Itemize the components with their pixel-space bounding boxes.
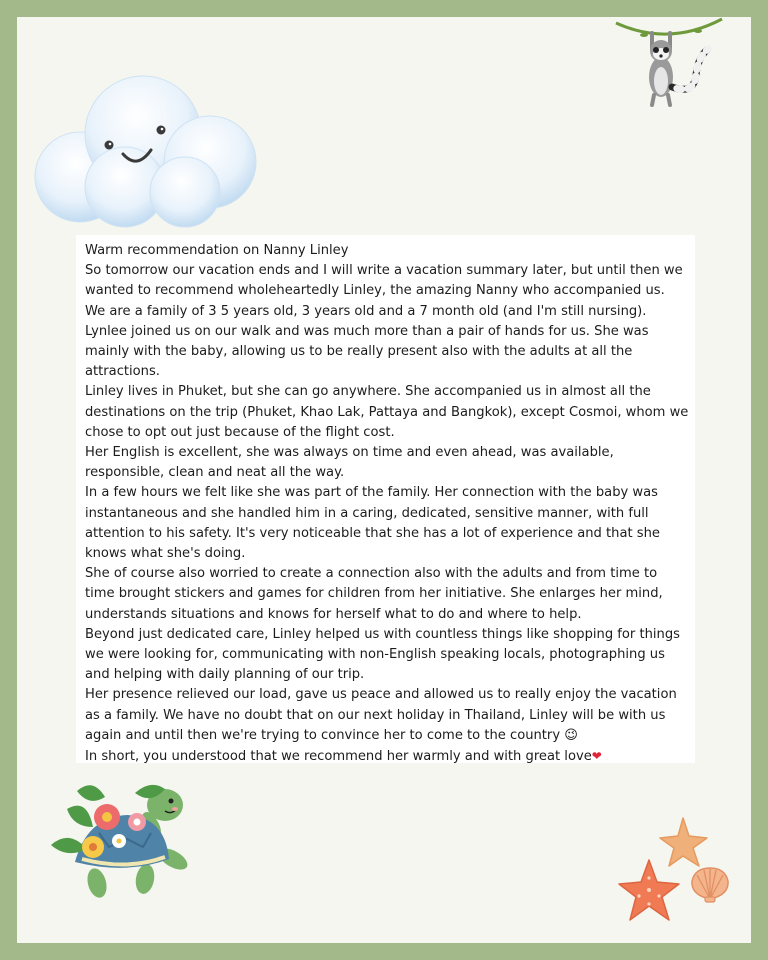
heart-icon: ❤ [591, 749, 602, 763]
letter-closing [85, 746, 689, 763]
letter-card [76, 235, 695, 763]
letter-paragraph: In a few hours we felt like she was part of the family. Her connection with the baby was instantaneous and she handled him in a caring, dedicated, sensitive manner, with full attention to his safety. It's very noticeable that she has a lot of experience and that she knows what she's doing. [85, 485, 660, 562]
letter-paragraph: So tomorrow our vacation ends and I will write a vacation summary later, but until then we wanted to recommend wholeheartedly Linley, the amazing Nanny who accompanied us. [85, 263, 683, 299]
letter-paragraph: Linley lives in Phuket, but she can go anywhere. She accompanied us in almost all the destinations on the trip (Phuket, Khao Lak, Pattaya and Bangkok), except Cosmoi, whom we chose to opt out just because of the flight cost. [85, 384, 689, 440]
page-frame [17, 17, 751, 943]
turtle-icon [47, 767, 207, 902]
lemur-icon [614, 17, 729, 112]
cloud-icon [25, 62, 260, 232]
letter-paragraph: We are a family of 3 5 years old, 3 years old and a 7 month old (and I'm still nursing). [85, 303, 647, 319]
letter-paragraph: Her English is excellent, she was always on time and even ahead, was available, responsible, clean and neat all the way. [85, 445, 614, 481]
letter-paragraph: Lynlee joined us on our walk and was much more than a pair of hands for us. She was mainly with the baby, allowing us to be really present also with the adults at all the attractions. [85, 323, 649, 380]
letter-paragraph: She of course also worried to create a connection also with the adults and from time to time brought stickers and games for children from her initiative. She enlarges her mind, understands situations and knows for herself what to do and where to help. [85, 566, 663, 622]
closing-text: In short, you understood that we recommend her warmly and with great love [85, 749, 592, 763]
letter-body [85, 241, 689, 763]
letter-paragraph: Beyond just dedicated care, Linley helped us with countless things like shopping for things we were looking for, communicating with non-English speaking locals, photographing us and helping with daily planning of our trip. [85, 626, 680, 683]
letter-paragraph: Her presence relieved our load, gave us peace and allowed us to really enjoy the vacation as a family. We have no doubt that on our next holiday in Thailand, Linley will be with us again and until then we're trying to convince her to come to the country 😉 [85, 687, 677, 743]
seashell-icon [689, 865, 731, 905]
letter-title: Warm recommendation on Nanny Linley [85, 243, 349, 258]
